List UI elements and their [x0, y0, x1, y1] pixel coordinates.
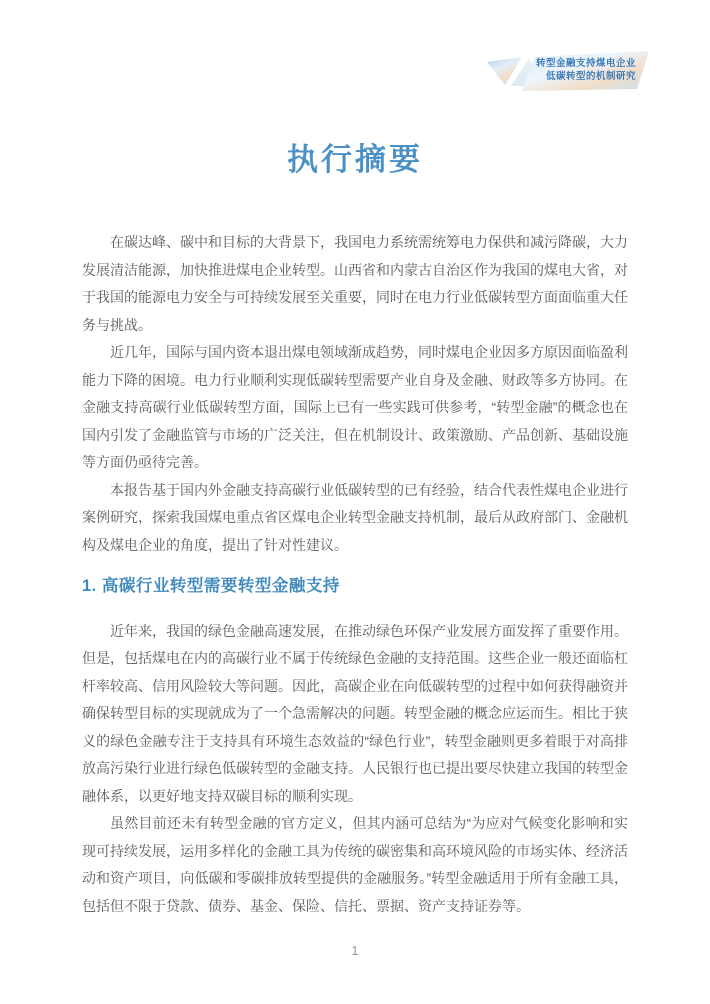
report-logo: [485, 50, 650, 98]
section-1-heading: 1. 高碳行业转型需要转型金融支持: [82, 577, 340, 595]
intro-paragraph: 在碳达峰、碳中和目标的大背景下，我国电力系统需统筹电力保供和减污降碳，大力发展清洁能源，加快推进煤电企业转型。山西省和内蒙古自治区作为我国的煤电大省，对于我国的能源电力安全与可持续发展至关重要，同时在电力行业低碳转型方面面临重大任务与挑战。: [82, 234, 628, 333]
intro-paragraph: 本报告基于国内外金融支持高碳行业低碳转型的已有经验，结合代表性煤电企业进行案例研究，探索我国煤电重点省区煤电企业转型金融支持机制，最后从政府部门、金融机构及煤电企业的角度，提出了针对性建议。: [82, 481, 628, 553]
logo-title-line2: 低碳转型的机制研究: [545, 71, 636, 82]
logo-title: [536, 57, 636, 83]
document-body: [82, 229, 628, 920]
section-1-paragraph: 虽然目前还未有转型金融的官方定义，但其内涵可总结为“为应对气候变化影响和实现可持续发展，运用多样化的金融工具为传统的碳密集和高环境风险的市场实体、经济活动和资产项目，向低碳和零碳排放转型提供的金融服务。”转型金融适用于所有金融工具，包括但不限于贷款、债券、基金、保险、信托、票据、资产支持证券等。: [82, 815, 628, 914]
page-number: 1: [351, 944, 359, 958]
logo-title-line1: 转型金融支持煤电企业: [535, 58, 636, 69]
intro-paragraph: 近几年，国际与国内资本退出煤电领域渐成趋势，同时煤电企业因多方原因面临盈利能力下降的困境。电力行业顺利实现低碳转型需要产业自身及金融、财政等多方协同。在金融支持高碳行业低碳转型方面，国际上已有一些实践可供参考，“转型金融”的概念也在国内引发了金融监管与市场的广泛关注，但在机制设计、政策激励、产品创新、基础设施等方面仍亟待完善。: [82, 344, 628, 470]
page-title: 执行摘要: [287, 142, 423, 177]
section-1-paragraph: 近年来，我国的绿色金融高速发展，在推动绿色环保产业发展方面发挥了重要作用。但是，包括煤电在内的高碳行业不属于传统绿色金融的支持范围。这些企业一般还面临杠杆率较高、信用风险较大等问题。因此，高碳企业在向低碳转型的过程中如何获得融资并确保转型目标的实现就成为了一个急需解决的问题。转型金融的概念应运而生。相比于狭义的绿色金融专注于支持具有环境生态效益的“绿色行业”，转型金融则更多着眼于对高排放高污染行业进行绿色低碳转型的金融支持。人民银行也已提出要尽快建立我国的转型金融体系，以更好地支持双碳目标的顺利实现。: [82, 622, 628, 804]
